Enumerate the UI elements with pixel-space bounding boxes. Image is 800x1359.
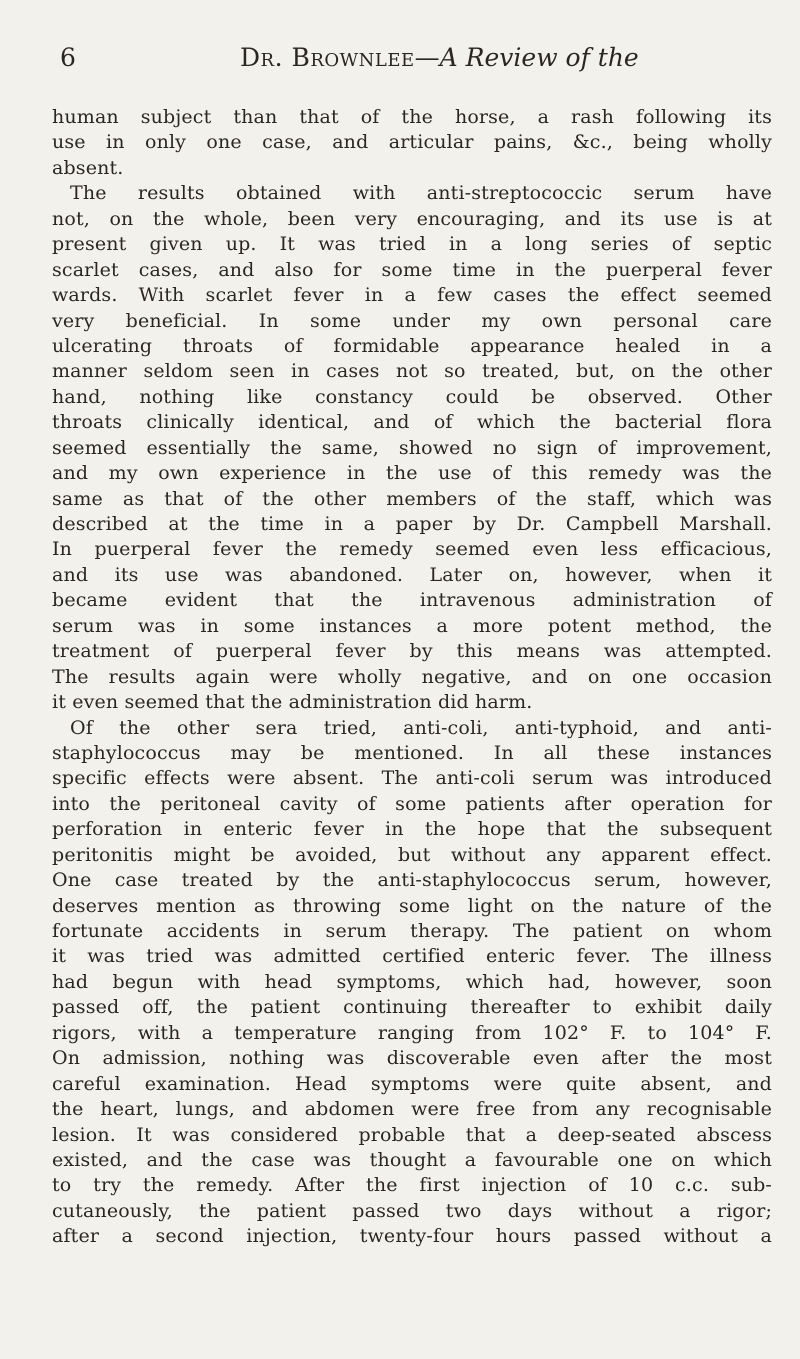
running-head: [60, 38, 760, 78]
text-line: The results again were wholly negative, and on one occasion: [52, 665, 772, 688]
text-line: the heart, lungs, and abdomen were free from any recognisable: [52, 1098, 772, 1121]
text-line: specific effects were absent. The anti-coli serum was introduced: [52, 767, 772, 790]
text-line: use in only one case, and articular pains, &c., being wholly: [52, 131, 772, 154]
text-line: scarlet cases, and also for some time in the puerperal fever: [52, 258, 772, 281]
text-line: described at the time in a paper by Dr. Campbell Marshall.: [52, 513, 772, 535]
text-line: fortunate accidents in serum therapy. The patient on whom: [52, 920, 772, 942]
text-line: One case treated by the anti-staphylococcus serum, however,: [52, 869, 772, 892]
text-line: same as that of the other members of the staff, which was: [52, 487, 772, 510]
text-line: existed, and the case was thought a favourable one on which: [52, 1148, 772, 1171]
text-line: serum was in some instances a more potent method, the: [52, 614, 772, 637]
text-line: passed off, the patient continuing thereafter to exhibit daily: [52, 996, 772, 1019]
text-line: not, on the whole, been very encouraging, and its use is at: [52, 207, 772, 230]
text-line: had begun with head symptoms, which had, however, soon: [52, 970, 772, 993]
article-title: A Review of the: [439, 43, 639, 72]
text-line: cutaneously, the patient passed two days without a rigor;: [52, 1199, 772, 1222]
text-line: The results obtained with anti-streptococcic serum have: [70, 182, 772, 205]
text-line: careful examination. Head symptoms were quite absent, and: [52, 1072, 772, 1095]
text-line: throats clinically identical, and of which the bacterial flora: [52, 411, 772, 434]
text-line: absent.: [52, 156, 124, 179]
text-line: lesion. It was considered probable that a deep-seated abscess: [52, 1123, 772, 1146]
text-line: treatment of puerperal fever by this means was attempted.: [52, 640, 772, 663]
text-line: hand, nothing like constancy could be observed. Other: [52, 385, 772, 408]
page-number: 6: [60, 43, 76, 72]
text-line: deserves mention as throwing some light on the nature of the: [52, 894, 772, 917]
paragraph: [52, 181, 772, 715]
text-line: manner seldom seen in cases not so treated, but, on the other: [52, 360, 772, 383]
text-line: to try the remedy. After the first injection of 10 c.c. sub-: [52, 1174, 772, 1197]
text-line: seemed essentially the same, showed no sign of improvement,: [52, 436, 772, 459]
body-text: [52, 105, 772, 1250]
text-line: became evident that the intravenous administration of: [52, 589, 772, 612]
text-line: it even seemed that the administration did harm.: [52, 691, 533, 714]
running-title: [240, 38, 639, 78]
text-line: after a second injection, twenty-four hours passed without a: [52, 1225, 772, 1248]
text-line: human subject than that of the horse, a rash following its: [52, 106, 772, 128]
text-line: it was tried was admitted certified enteric fever. The illness: [52, 945, 772, 968]
text-line: wards. With scarlet fever in a few cases the effect seemed: [52, 284, 772, 307]
text-line: into the peritoneal cavity of some patients after operation for: [52, 792, 772, 815]
paragraph: [52, 105, 772, 181]
text-line: ulcerating throats of formidable appearance healed in a: [52, 334, 772, 357]
text-line: and my own experience in the use of this remedy was the: [52, 462, 772, 485]
text-line: present given up. It was tried in a long series of septic: [52, 233, 772, 256]
text-line: peritonitis might be avoided, but without any apparent effect.: [52, 843, 772, 866]
title-separator: —: [414, 43, 440, 72]
text-line: On admission, nothing was discoverable even after the most: [52, 1047, 772, 1070]
text-line: In puerperal fever the remedy seemed even less efficacious,: [52, 538, 772, 561]
text-line: perforation in enteric fever in the hope that the subsequent: [52, 818, 772, 841]
text-line: very beneficial. In some under my own personal care: [52, 309, 772, 332]
paragraph: [52, 716, 772, 1250]
text-line: staphylococcus may be mentioned. In all these instances: [52, 741, 772, 764]
author-name: Dr. Brownlee: [240, 43, 415, 72]
text-line: rigors, with a temperature ranging from 102° F. to 104° F.: [52, 1021, 772, 1044]
text-line: and its use was abandoned. Later on, however, when it: [52, 563, 772, 586]
text-line: Of the other sera tried, anti-coli, anti-typhoid, and anti-: [70, 716, 772, 739]
